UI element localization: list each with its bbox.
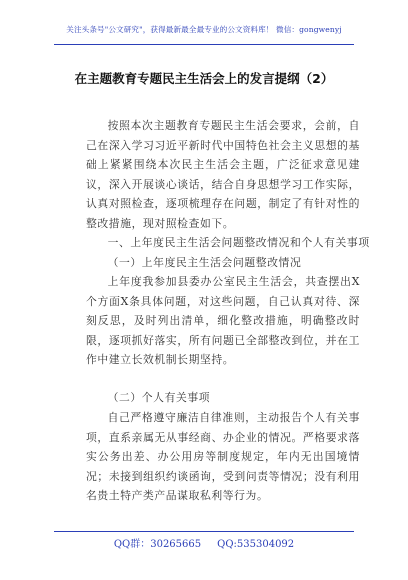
subsection-1-body: 上年度我参加县委办公室民主生活会，共查摆出X个方面X条具体问题，对这些问题，自己认真对待、深刻反思，及时列出清单，细化整改措施，明确整改时限，逐项抓好落实，所有问题已全部整改到位，并在工作中建立长效机制长期坚持。 (86, 275, 360, 366)
subsection-1-heading: （一）上年度民主生活会问题整改情况 (107, 256, 302, 269)
footer-divider (54, 531, 354, 532)
subsection-2-body: 自己严格遵守廉洁自律准则，主动报告个人有关事项，直系亲属无从事经商、办企业的情况。严格要求落实公务出差、办公用房等制度规定，年内无出国境情况；未接到组织约谈函询，受到问责等情况；没有利用名贵土特产类产品谋取私利等行为。 (86, 411, 360, 502)
header-note: 关注头条号"公文研究"，获得最新最全最专业的公文资料库！ 微信：gongwenyj (66, 25, 342, 34)
header-divider (54, 44, 354, 45)
footer-qq-number: QQ:535304092 (217, 539, 295, 550)
footer-contacts (0, 535, 408, 550)
section-1-heading: 一、上年度民主生活会问题整改情况和个人有关事项 (107, 236, 370, 249)
subsection-2-heading: （二）个人有关事项 (107, 391, 211, 404)
document-title: 在主题教育专题民主生活会上的发言提纲（2） (74, 71, 334, 86)
intro-paragraph: 按照本次主题教育专题民主生活会要求，会前，自己在深入学习习近平新时代中国特色社会主义思想的基础上紧紧围绕本次民主生活会主题，广泛征求意见建议，深入开展谈心谈话，结合自身思想学习工作实际，认真对照检查，逐项梳理存在问题，制定了有针对性的整改措施，现对照检查如下。 (86, 119, 360, 230)
footer-qq-group: QQ群：30265665 (113, 539, 202, 550)
